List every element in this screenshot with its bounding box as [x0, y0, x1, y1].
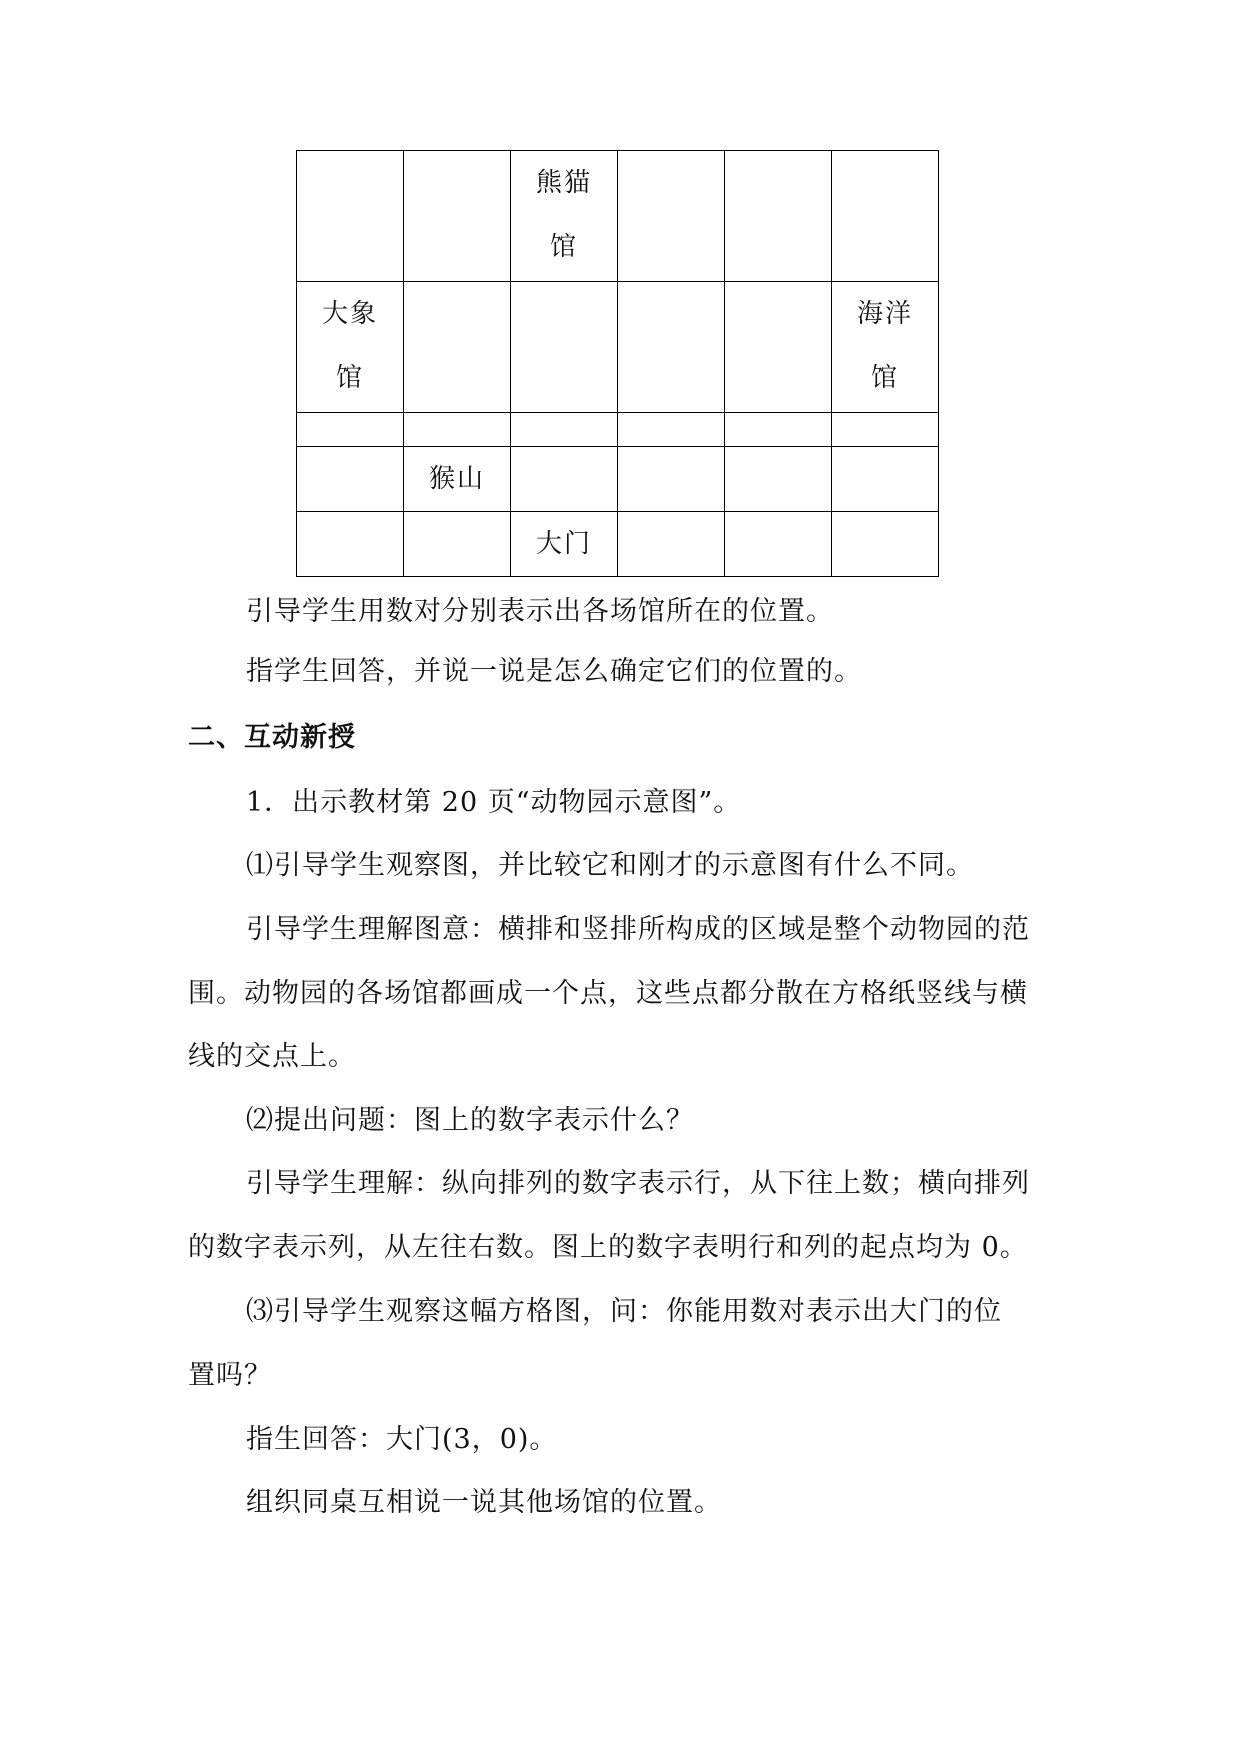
table-cell [618, 512, 725, 577]
paragraph-line: ⑶引导学生观察这幅方格图，问：你能用数对表示出大门的位 [246, 1296, 1002, 1327]
table-cell [404, 282, 511, 413]
paragraph-line: 线的交点上。 [188, 1041, 356, 1072]
table-cell [511, 413, 618, 447]
paragraph-line: 引导学生理解：纵向排列的数字表示行，从下往上数；横向排列 [246, 1168, 1030, 1199]
paragraph: ⑴引导学生观察图，并比较它和刚才的示意图有什么不同。 [246, 850, 974, 881]
table-row [297, 151, 939, 282]
monkey-hill-label: 猴山 [428, 464, 485, 494]
table-cell [725, 151, 832, 282]
paragraph: 指学生回答，并说一说是怎么确定它们的位置的。 [246, 656, 862, 687]
table-cell [404, 151, 511, 282]
table-cell [511, 282, 618, 413]
table-cell [511, 151, 618, 282]
table-row [297, 512, 939, 577]
table-row [297, 447, 939, 512]
table-cell [725, 282, 832, 413]
table-cell [618, 447, 725, 512]
table-cell [832, 282, 939, 413]
paragraph: 引导学生用数对分别表示出各场馆所在的位置。 [246, 596, 834, 627]
table-cell [725, 447, 832, 512]
panda-house-label: 熊猫馆 [535, 168, 592, 262]
table-cell [618, 413, 725, 447]
table-cell [618, 151, 725, 282]
paragraph-line: 的数字表示列，从左往右数。图上的数字表明行和列的起点均为 0。 [188, 1232, 1028, 1263]
table-cell [511, 512, 618, 577]
paragraph: 1．出示教材第 20 页“动物园示意图”。 [246, 787, 742, 818]
section-heading: 二、互动新授 [188, 722, 356, 753]
table-cell [297, 151, 404, 282]
elephant-house-label: 大象馆 [321, 299, 378, 393]
paragraph-line: 引导学生理解图意：横排和竖排所构成的区域是整个动物园的范 [246, 914, 1030, 945]
main-gate-label: 大门 [535, 529, 592, 559]
table-row [297, 413, 939, 447]
table-cell [297, 413, 404, 447]
paragraph: ⑵提出问题：图上的数字表示什么？ [246, 1105, 694, 1136]
paragraph: 组织同桌互相说一说其他场馆的位置。 [246, 1487, 722, 1518]
table-cell [297, 512, 404, 577]
paragraph-line: 围。动物园的各场馆都画成一个点，这些点都分散在方格纸竖线与横 [188, 978, 1028, 1009]
table-cell [832, 151, 939, 282]
ocean-house-label: 海洋馆 [856, 299, 913, 393]
table-row [297, 282, 939, 413]
table-cell [725, 413, 832, 447]
table-cell [404, 413, 511, 447]
table-cell [511, 447, 618, 512]
table-cell [832, 413, 939, 447]
zoo-grid-table [296, 150, 939, 577]
table-cell [832, 512, 939, 577]
table-cell [832, 447, 939, 512]
table-cell [725, 512, 832, 577]
paragraph: 指生回答：大门(3，0)。 [246, 1424, 558, 1455]
table-cell [297, 282, 404, 413]
table-cell [404, 512, 511, 577]
table-cell [297, 447, 404, 512]
table-cell [404, 447, 511, 512]
table-cell [618, 282, 725, 413]
paragraph-line: 置吗？ [188, 1360, 272, 1391]
